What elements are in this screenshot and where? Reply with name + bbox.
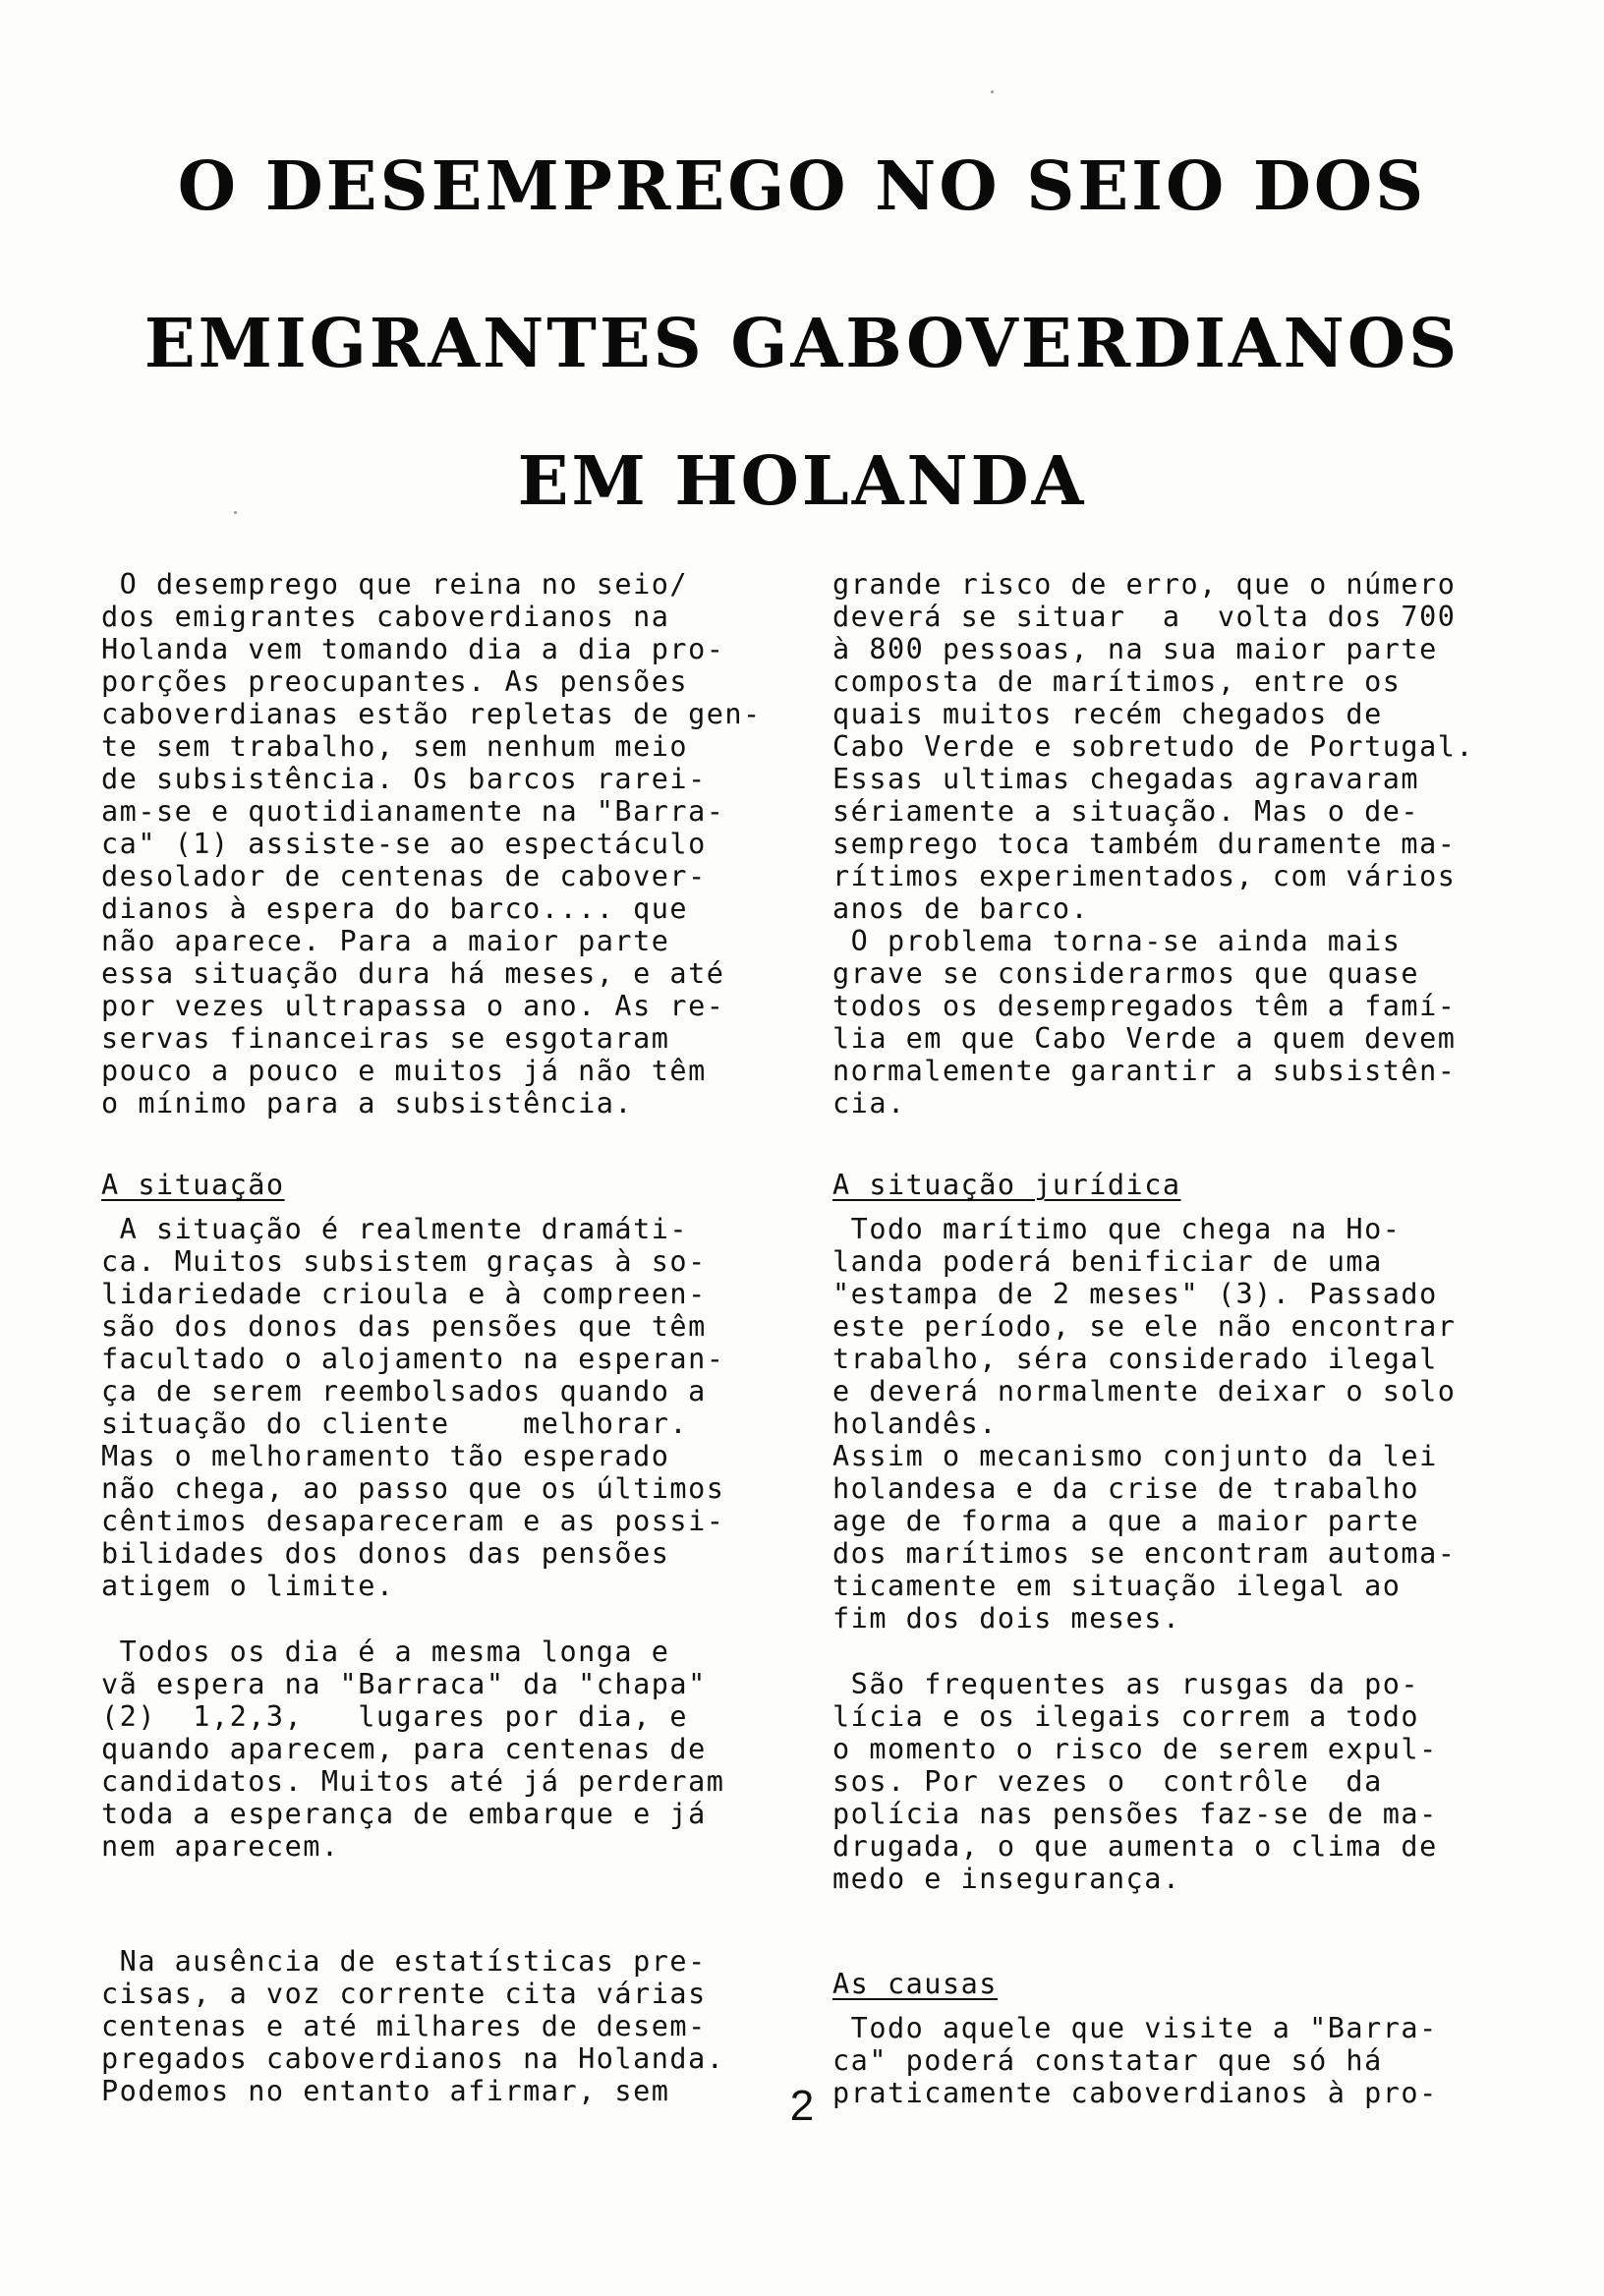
right-column (832, 568, 1540, 2109)
paragraph-situacao: A situação é realmente dramáti- ca. Muitos subsistem graças à so- lidariedade crioula e à compreen- são dos donos das pensões que têm facultado o alojamento na esperan- ça de serem reembolsados quando a situação do cliente melhorar. Mas o melhoramento tão esperado não chega, ao passo que os últimos cêntimos desapareceram e as possi- bilidades dos donos das pensões atigem o limite. (101, 1213, 725, 1602)
paragraph-estatisticas: Na ausência de estatísticas pre- cisas, a voz corrente cita várias centenas e até milhares de desem- pregados caboverdianos na Holanda. Podemos no entanto afirmar, sem (101, 1945, 725, 2107)
paragraph-rusgas: São frequentes as rusgas da po- lícia e os ilegais correm a todo o momento o risco de serem expul- sos. Por vezes o contrôle da polícia nas pensões faz-se de ma- drugada, o que aumenta o clima de medo e insegurança. (832, 1668, 1438, 1895)
paragraph-barraca: Todos os dia é a mesma longa e vã espera na "Barraca" da "chapa" (2) 1,2,3, lugares por dia, e quando aparecem, para centenas de candidatos. Muitos até já perderam toda a esperança de embarque e já nem aparecem. (101, 1636, 725, 1863)
title-line-3: EM HOLANDA (517, 442, 1087, 521)
paragraph-intro: O desemprego que reina no seio/ dos emigrantes caboverdianos na Holanda vem tomando dia a dia pro- porções preocupantes. As pensões caboverdianas estão repletas de gen- te sem trabalho, sem nenhum meio de subsistência. Os barcos rarei- am-se e quotidianamente na "Barra- ca" (1) assiste-se ao espectáculo desolador de centenas de cabover- dianos à espera do barco.... que não aparece. Para a maior parte essa situação dura há meses, e até por vezes ultrapassa o ano. As re- servas financeiras se esgotaram pouco a pouco e muitos já não têm o mínimo para a subsistência. (101, 568, 762, 1119)
print-speck (991, 90, 994, 93)
left-column (101, 568, 779, 2107)
heading-causas: As causas (832, 1968, 998, 2000)
paragraph-problema: O problema torna-se ainda mais grave se considerarmos que quase todos os desempregados têm a famí- lia em que Cabo Verde a quem devem normalemente garantir a subsistên- cia. (832, 925, 1457, 1119)
page-number: 2 (789, 2082, 815, 2130)
print-speck (234, 511, 237, 514)
title-line-1: O DESEMPREGO NO SEIO DOS (177, 147, 1427, 226)
title-line-2: EMIGRANTES GABOVERDIANOS (143, 305, 1461, 383)
paragraph-causas: Todo aquele que visite a "Barra- ca" poderá constatar que só há praticamente caboverdianos à pro- (832, 2012, 1438, 2109)
paragraph-juridica: Todo marítimo que chega na Ho- landa poderá benificiar de uma "estampa de 2 meses" (3). Passado este período, se ele não encontrar trabalho, séra considerado ilegal e deverá normalmente deixar o solo holandês. Assim o mecanismo conjunto da lei holandesa e da crise de trabalho age de forma a que a maior parte dos marítimos se encontram automa- ticamente em situação ilegal ao fim dos dois meses. (832, 1213, 1457, 1635)
heading-situacao-juridica: A situação jurídica (832, 1169, 1181, 1201)
paragraph-numero: grande risco de erro, que o número deverá se situar a volta dos 700 à 800 pessoas, na sua maior parte composta de marítimos, entre os quais muitos recém chegados de Cabo Verde e sobretudo de Portugal. Essas ultimas chegadas agravaram sériamente a situação. Mas o de- semprego toca também duramente ma- rítimos experimentados, com vários anos de barco. (832, 568, 1475, 925)
heading-situacao: A situação (101, 1169, 285, 1201)
